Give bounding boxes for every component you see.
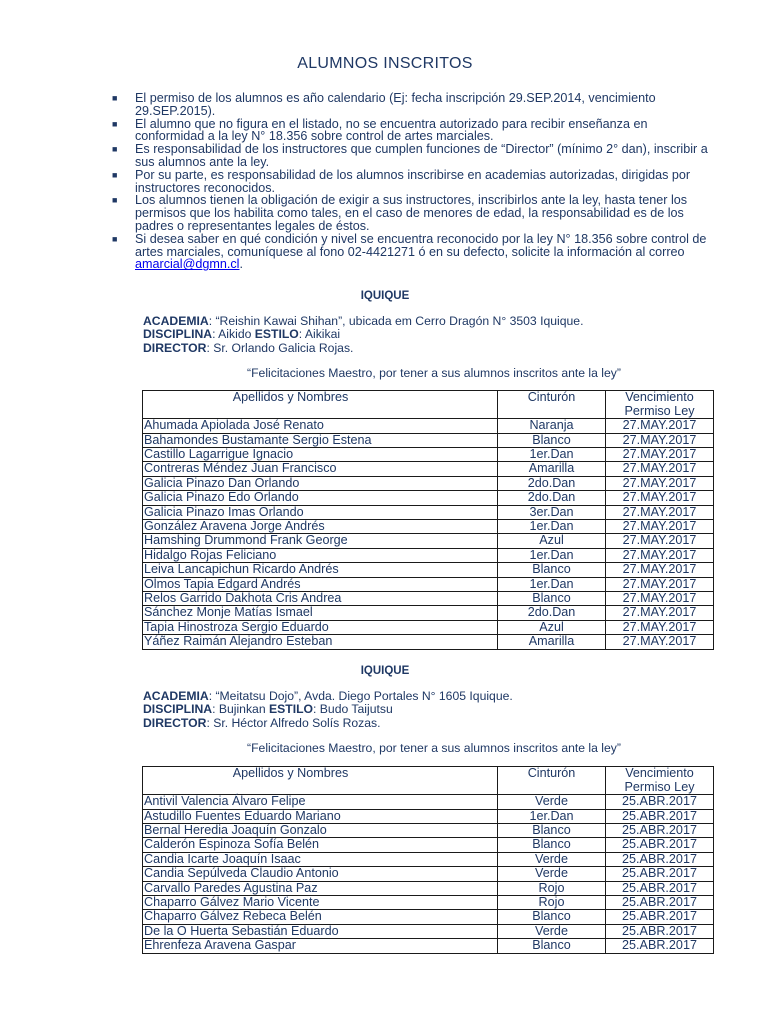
student-name-cell: Chaparro Gálvez Rebeca Belén [143, 910, 498, 924]
belt-cell: 1er.Dan [498, 548, 606, 562]
table-row [143, 867, 714, 881]
belt-cell: Rojo [498, 881, 606, 895]
expiry-cell: 27.MAY.2017 [606, 448, 714, 462]
bullet-icon: ■ [112, 233, 118, 244]
expiry-cell: 27.MAY.2017 [606, 476, 714, 490]
roster-table [142, 390, 714, 650]
note-item [112, 92, 716, 118]
table-row [143, 433, 714, 447]
belt-cell: 1er.Dan [498, 809, 606, 823]
note-item [112, 194, 716, 232]
student-name-cell: Hamshing Drummond Frank George [143, 534, 498, 548]
academia-value: : “Meitatsu Dojo”, Avda. Diego Portales N° 1605 Iquique. [208, 689, 513, 703]
table-row [143, 476, 714, 490]
student-name-cell: Olmos Tapia Edgard Andrés [143, 577, 498, 591]
expiry-cell: 27.MAY.2017 [606, 520, 714, 534]
expiry-header-line1: Vencimiento [625, 390, 694, 404]
belt-cell: Blanco [498, 433, 606, 447]
student-name-cell: Candia Sepúlveda Claudio Antonio [143, 867, 498, 881]
note-item [112, 118, 716, 144]
belt-cell: Verde [498, 924, 606, 938]
student-name-cell: Yáñez Raimán Alejandro Esteban [143, 635, 498, 649]
disciplina-label: DISCIPLINA [143, 702, 213, 717]
bullet-icon: ■ [112, 169, 118, 180]
bullet-icon: ■ [112, 93, 118, 103]
estilo-label: ESTILO [254, 327, 299, 342]
column-header-expiry [606, 767, 714, 795]
discipline-line [143, 328, 583, 341]
belt-cell: Azul [498, 534, 606, 548]
note-item [112, 143, 716, 169]
student-name-cell: Leiva Lancapichun Ricardo Andrés [143, 563, 498, 577]
table-row [143, 563, 714, 577]
table-row [143, 592, 714, 606]
student-name-cell: Antivil Valencia Álvaro Felipe [143, 795, 498, 809]
table-header-row [143, 767, 714, 795]
expiry-cell: 25.ABR.2017 [606, 881, 714, 895]
academy-line [143, 690, 513, 703]
belt-cell: Naranja [498, 419, 606, 433]
roster-table [142, 766, 714, 954]
belt-cell: 2do.Dan [498, 476, 606, 490]
expiry-cell: 27.MAY.2017 [606, 635, 714, 649]
contact-email-link[interactable]: amarcial@dgmn.cl [135, 257, 240, 272]
student-name-cell: Galicia Pinazo Imas Orlando [143, 505, 498, 519]
note-text: Los alumnos tienen la obligación de exigir a sus instructores, inscribirlos ante la ley, hasta tener los permisos que los habilita como tales, en el caso de menores de edad, la responsabilidad es de los padres o representantes legales de éstos. [135, 193, 688, 233]
note-text: El permiso de los alumnos es año calendario (Ej: fecha inscripción 29.SEP.2014, vencimiento 29.SEP.2015). [135, 91, 656, 118]
discipline-line [143, 703, 513, 716]
belt-cell: Blanco [498, 910, 606, 924]
bullet-icon: ■ [112, 195, 118, 206]
expiry-cell: 25.ABR.2017 [606, 838, 714, 852]
belt-cell: Amarilla [498, 462, 606, 476]
column-header-belt: Cinturón [498, 767, 606, 795]
expiry-cell: 25.ABR.2017 [606, 852, 714, 866]
expiry-cell: 25.ABR.2017 [606, 809, 714, 823]
table-row [143, 881, 714, 895]
table-row [143, 910, 714, 924]
table-row [143, 809, 714, 823]
belt-cell: Blanco [498, 838, 606, 852]
expiry-cell: 27.MAY.2017 [606, 505, 714, 519]
belt-cell: Verde [498, 795, 606, 809]
table-header-row [143, 391, 714, 419]
note-tail: . [239, 257, 243, 272]
note-text: El alumno que no figura en el listado, no se encuentra autorizado para recibir enseñanza en conformidad a la ley N° 18.356 sobre control de artes marciales. [135, 116, 648, 144]
column-header-name: Apellidos y Nombres [143, 767, 498, 795]
table-row [143, 838, 714, 852]
director-value: : Sr. Orlando Galicia Rojas. [206, 340, 354, 355]
table-row [143, 491, 714, 505]
belt-cell: 1er.Dan [498, 448, 606, 462]
student-name-cell: Astudillo Fuentes Eduardo Mariano [143, 809, 498, 823]
expiry-cell: 27.MAY.2017 [606, 606, 714, 620]
student-name-cell: Sánchez Monje Matías Ismael [143, 606, 498, 620]
table-row [143, 824, 714, 838]
congrats-text: “Felicitaciones Maestro, por tener a sus alumnos inscritos ante la ley” [247, 366, 621, 380]
academy-info [143, 315, 583, 355]
table-row [143, 462, 714, 476]
column-header-belt: Cinturón [498, 391, 606, 419]
belt-cell: Blanco [498, 592, 606, 606]
academia-label: ACADEMIA [143, 689, 209, 703]
belt-cell: Blanco [498, 939, 606, 953]
academia-value: : “Reishin Kawai Shihan”, ubicada em Cerro Dragón N° 3503 Iquique. [208, 314, 584, 328]
student-name-cell: Castillo Lagarrigue Ignacio [143, 448, 498, 462]
belt-cell: 2do.Dan [498, 606, 606, 620]
disciplina-value: : Aikido [212, 327, 255, 342]
expiry-cell: 27.MAY.2017 [606, 419, 714, 433]
page-title: ALUMNOS INSCRITOS [297, 55, 473, 72]
column-header-name: Apellidos y Nombres [143, 391, 498, 419]
congrats-text: “Felicitaciones Maestro, por tener a sus alumnos inscritos ante la ley” [247, 741, 621, 755]
expiry-cell: 27.MAY.2017 [606, 577, 714, 591]
table-row [143, 520, 714, 534]
table-row [143, 896, 714, 910]
table-row [143, 795, 714, 809]
section-city-heading: IQUIQUE [360, 665, 410, 677]
note-text: Por su parte, es responsabilidad de los alumnos inscribirse en academias autorizadas, dirigidas por instructores reconocidos. [135, 167, 691, 195]
expiry-cell: 25.ABR.2017 [606, 795, 714, 809]
student-name-cell: Bahamondes Bustamante Sergio Estena [143, 433, 498, 447]
column-header-expiry [606, 391, 714, 419]
belt-cell: Blanco [498, 563, 606, 577]
expiry-cell: 27.MAY.2017 [606, 620, 714, 634]
expiry-cell: 25.ABR.2017 [606, 910, 714, 924]
bullet-icon: ■ [112, 118, 118, 129]
note-text: Es responsabilidad de los instructores que cumplen funciones de “Director” (mínimo 2° dan), inscribir a sus alumnos ante la ley. [135, 142, 708, 169]
section-city-heading: IQUIQUE [360, 290, 410, 302]
expiry-header-line2: Permiso Ley [624, 779, 695, 794]
disciplina-label: DISCIPLINA [143, 327, 213, 342]
expiry-cell: 25.ABR.2017 [606, 824, 714, 838]
expiry-cell: 27.MAY.2017 [606, 563, 714, 577]
table-body [143, 419, 714, 650]
belt-cell: Amarilla [498, 635, 606, 649]
director-label: DIRECTOR [143, 340, 207, 355]
table-row [143, 534, 714, 548]
notes-list [112, 92, 716, 271]
belt-cell: Azul [498, 620, 606, 634]
table-row [143, 606, 714, 620]
table-row [143, 548, 714, 562]
student-name-cell: González Aravena Jorge Andrés [143, 520, 498, 534]
student-name-cell: Contreras Méndez Juan Francisco [143, 462, 498, 476]
bullet-icon: ■ [112, 144, 118, 155]
table-row [143, 448, 714, 462]
expiry-cell: 27.MAY.2017 [606, 462, 714, 476]
expiry-cell: 27.MAY.2017 [606, 592, 714, 606]
director-line [143, 342, 583, 355]
belt-cell: Verde [498, 867, 606, 881]
expiry-cell: 27.MAY.2017 [606, 491, 714, 505]
student-name-cell: Carvallo Paredes Agustina Paz [143, 881, 498, 895]
director-value: : Sr. Héctor Alfredo Solís Rozas. [206, 715, 381, 730]
student-name-cell: Galicia Pinazo Edo Orlando [143, 491, 498, 505]
director-label: DIRECTOR [143, 715, 207, 730]
academy-info [143, 690, 513, 730]
expiry-cell: 25.ABR.2017 [606, 867, 714, 881]
table-row [143, 939, 714, 953]
student-name-cell: Ehrenfeza Aravena Gaspar [143, 939, 498, 953]
student-name-cell: Calderón Espinoza Sofía Belén [143, 838, 498, 852]
student-name-cell: Candia Icarte Joaquín Isaac [143, 852, 498, 866]
table-body [143, 795, 714, 953]
estilo-value: : Aikikai [298, 327, 341, 342]
table-row [143, 852, 714, 866]
academia-label: ACADEMIA [143, 314, 209, 328]
expiry-cell: 27.MAY.2017 [606, 433, 714, 447]
student-name-cell: Relos Garrido Dakhota Cris Andrea [143, 592, 498, 606]
belt-cell: 1er.Dan [498, 577, 606, 591]
belt-cell: 2do.Dan [498, 491, 606, 505]
belt-cell: Rojo [498, 896, 606, 910]
note-item [112, 233, 716, 271]
table-row [143, 620, 714, 634]
estilo-label: ESTILO [269, 702, 314, 717]
director-line [143, 717, 513, 730]
belt-cell: 3er.Dan [498, 505, 606, 519]
table-row [143, 635, 714, 649]
table-row [143, 924, 714, 938]
estilo-value: : Budo Taijutsu [313, 702, 393, 717]
academy-line [143, 315, 583, 328]
table-row [143, 505, 714, 519]
table-row [143, 577, 714, 591]
table-row [143, 419, 714, 433]
student-name-cell: Ahumada Apiolada José Renato [143, 419, 498, 433]
expiry-cell: 25.ABR.2017 [606, 896, 714, 910]
expiry-header-line2: Permiso Ley [624, 403, 695, 418]
belt-cell: Blanco [498, 824, 606, 838]
student-name-cell: Bernal Heredia Joaquín Gonzalo [143, 824, 498, 838]
expiry-cell: 27.MAY.2017 [606, 548, 714, 562]
belt-cell: Verde [498, 852, 606, 866]
disciplina-value: : Bujinkan [212, 702, 269, 717]
note-text: Si desea saber en qué condición y nivel se encuentra reconocido por la ley N° 18.356 sobre control de artes marciales, comuníquese al fono 02-4421271 ó en su defecto, solicite la información al correo [135, 231, 707, 259]
student-name-cell: Tapia Hinostroza Sergio Eduardo [143, 620, 498, 634]
note-item [112, 169, 716, 195]
student-name-cell: De la O Huerta Sebastián Eduardo [143, 924, 498, 938]
student-name-cell: Chaparro Gálvez Mario Vicente [143, 896, 498, 910]
student-name-cell: Hidalgo Rojas Feliciano [143, 548, 498, 562]
expiry-header-line1: Vencimiento [625, 766, 694, 780]
student-name-cell: Galicia Pinazo Dan Orlando [143, 476, 498, 490]
belt-cell: 1er.Dan [498, 520, 606, 534]
expiry-cell: 25.ABR.2017 [606, 939, 714, 953]
expiry-cell: 27.MAY.2017 [606, 534, 714, 548]
expiry-cell: 25.ABR.2017 [606, 924, 714, 938]
